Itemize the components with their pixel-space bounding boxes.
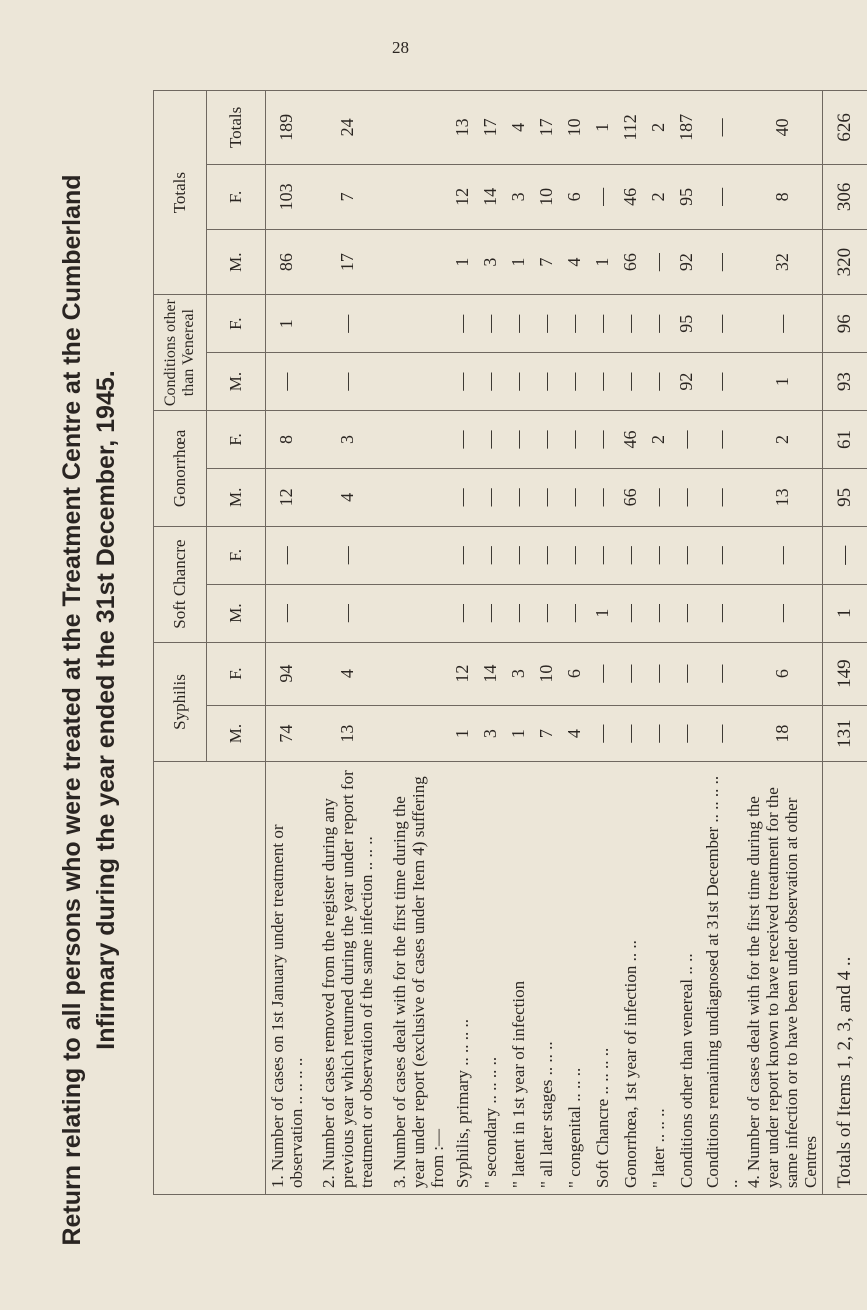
cell-value: — xyxy=(617,353,645,411)
cell-value: 95 xyxy=(673,295,701,353)
cell-value: — xyxy=(477,468,505,526)
cell-value: — xyxy=(505,295,533,353)
cell-value: — xyxy=(533,526,561,584)
cell-value: — xyxy=(743,526,823,584)
row-label: 4. Number of cases dealt with for the first time during the year under report known to have received treatment for the same infection or to have been under observation at other Centres xyxy=(743,762,823,1195)
total-value: 320 xyxy=(823,230,867,295)
table-body xyxy=(266,91,867,1195)
cell-value: 46 xyxy=(617,411,645,469)
cell-value: 3 xyxy=(505,164,533,229)
cell-value: 2 xyxy=(743,411,823,469)
table-row xyxy=(449,91,477,1195)
cell-value: 74 xyxy=(266,705,308,762)
description-header xyxy=(154,762,266,1195)
row-label: " congenital .. .. .. xyxy=(561,762,589,1195)
cell-value: 94 xyxy=(266,642,308,705)
cell-value: — xyxy=(645,584,673,642)
group-header-soft-chancre: Soft Chancre xyxy=(154,526,207,642)
cell-value: 4 xyxy=(505,91,533,165)
cell-value: — xyxy=(617,526,645,584)
return-table xyxy=(153,90,867,1195)
cell-value: — xyxy=(505,526,533,584)
cell-value: 7 xyxy=(533,230,561,295)
cell-value: — xyxy=(673,468,701,526)
row-label: Soft Chancre .. .. .. .. xyxy=(589,762,617,1195)
cell-value: 3 xyxy=(308,411,388,469)
cell-value: — xyxy=(701,164,743,229)
cell-value: 86 xyxy=(266,230,308,295)
cell-value: 4 xyxy=(308,642,388,705)
sub-header: M. xyxy=(207,230,266,295)
cell-value: — xyxy=(533,584,561,642)
cell-value: — xyxy=(308,526,388,584)
total-value: 626 xyxy=(823,91,867,165)
table-row xyxy=(589,91,617,1195)
cell-value xyxy=(388,230,449,295)
total-value: 1 xyxy=(823,584,867,642)
cell-value: — xyxy=(701,91,743,165)
cell-value: 10 xyxy=(561,91,589,165)
totals-label: Totals of Items 1, 2, 3, and 4 .. xyxy=(823,762,867,1195)
cell-value: — xyxy=(743,584,823,642)
cell-value xyxy=(388,164,449,229)
cell-value: 4 xyxy=(561,230,589,295)
cell-value: — xyxy=(673,584,701,642)
cell-value: — xyxy=(449,295,477,353)
cell-value: — xyxy=(701,705,743,762)
cell-value: 2 xyxy=(645,164,673,229)
table-row xyxy=(561,91,589,1195)
cell-value: — xyxy=(505,468,533,526)
cell-value: 112 xyxy=(617,91,645,165)
cell-value: 6 xyxy=(743,642,823,705)
cell-value: — xyxy=(561,353,589,411)
sub-header: F. xyxy=(207,164,266,229)
cell-value: — xyxy=(589,353,617,411)
table-row xyxy=(533,91,561,1195)
table-row xyxy=(673,91,701,1195)
cell-value: — xyxy=(561,411,589,469)
cell-value: — xyxy=(533,468,561,526)
row-label: 1. Number of cases on 1st January under treatment or observation .. .. .. .. xyxy=(266,762,308,1195)
cell-value: — xyxy=(589,411,617,469)
cell-value: — xyxy=(533,295,561,353)
cell-value: 1 xyxy=(449,705,477,762)
cell-value: — xyxy=(449,411,477,469)
cell-value: 1 xyxy=(449,230,477,295)
cell-value: — xyxy=(589,295,617,353)
sub-header: M. xyxy=(207,353,266,411)
sub-header: M. xyxy=(207,468,266,526)
cell-value: 17 xyxy=(308,230,388,295)
cell-value: 1 xyxy=(505,705,533,762)
group-header-syphilis: Syphilis xyxy=(154,642,207,762)
cell-value: 6 xyxy=(561,642,589,705)
cell-value: — xyxy=(505,584,533,642)
cell-value: 66 xyxy=(617,468,645,526)
cell-value: 2 xyxy=(645,411,673,469)
cell-value: 12 xyxy=(266,468,308,526)
sub-header: M. xyxy=(207,584,266,642)
sub-header: F. xyxy=(207,526,266,584)
cell-value: — xyxy=(701,411,743,469)
cell-value: 95 xyxy=(673,164,701,229)
group-header-gonorrhoea: Gonorrhœa xyxy=(154,411,207,527)
cell-value: 189 xyxy=(266,91,308,165)
cell-value: 13 xyxy=(449,91,477,165)
cell-value: 8 xyxy=(266,411,308,469)
cell-value xyxy=(388,584,449,642)
cell-value: 10 xyxy=(533,642,561,705)
sub-header: F. xyxy=(207,642,266,705)
cell-value: 92 xyxy=(673,353,701,411)
cell-value: 3 xyxy=(477,230,505,295)
total-value: 93 xyxy=(823,353,867,411)
cell-value: — xyxy=(589,705,617,762)
table-row xyxy=(743,91,823,1195)
cell-value: — xyxy=(561,584,589,642)
cell-value: 46 xyxy=(617,164,645,229)
cell-value: — xyxy=(308,353,388,411)
cell-value: 12 xyxy=(449,164,477,229)
cell-value: 14 xyxy=(477,642,505,705)
cell-value: — xyxy=(701,353,743,411)
cell-value: — xyxy=(701,295,743,353)
table-row xyxy=(505,91,533,1195)
totals-row xyxy=(823,91,867,1195)
cell-value xyxy=(388,353,449,411)
cell-value: 1 xyxy=(266,295,308,353)
table-row xyxy=(266,91,308,1195)
cell-value xyxy=(388,642,449,705)
row-label: " latent in 1st year of infection xyxy=(505,762,533,1195)
cell-value: 1 xyxy=(589,230,617,295)
cell-value: 3 xyxy=(477,705,505,762)
page-title: Return relating to all persons who were treated at the Treatment Centre at the Cumberland Infirmary during the year ended the 31st December, 1945. xyxy=(58,174,120,1246)
cell-value: 13 xyxy=(308,705,388,762)
cell-value: — xyxy=(533,353,561,411)
cell-value: — xyxy=(673,642,701,705)
cell-value: 40 xyxy=(743,91,823,165)
cell-value: — xyxy=(589,642,617,705)
cell-value xyxy=(388,295,449,353)
sub-header: Totals xyxy=(207,91,266,165)
cell-value: — xyxy=(701,468,743,526)
cell-value: 17 xyxy=(533,91,561,165)
page-number: 28 xyxy=(392,38,409,57)
total-value: 96 xyxy=(823,295,867,353)
cell-value: 13 xyxy=(743,468,823,526)
cell-value: 187 xyxy=(673,91,701,165)
cell-value: — xyxy=(617,295,645,353)
cell-value: — xyxy=(645,353,673,411)
cell-value xyxy=(388,526,449,584)
cell-value: 3 xyxy=(505,642,533,705)
row-label: " all later stages .. .. .. xyxy=(533,762,561,1195)
table-row xyxy=(388,91,449,1195)
cell-value: — xyxy=(449,353,477,411)
total-value: 149 xyxy=(823,642,867,705)
cell-value: 10 xyxy=(533,164,561,229)
sub-header: F. xyxy=(207,411,266,469)
cell-value xyxy=(388,705,449,762)
cell-value: — xyxy=(673,411,701,469)
cell-value: — xyxy=(589,468,617,526)
cell-value: — xyxy=(645,642,673,705)
cell-value: — xyxy=(673,526,701,584)
cell-value: — xyxy=(477,584,505,642)
cell-value: 92 xyxy=(673,230,701,295)
cell-value: — xyxy=(533,411,561,469)
cell-value: — xyxy=(561,468,589,526)
cell-value: — xyxy=(266,353,308,411)
cell-value: 12 xyxy=(449,642,477,705)
cell-value: 1 xyxy=(589,91,617,165)
cell-value: — xyxy=(505,353,533,411)
cell-value: — xyxy=(266,526,308,584)
cell-value: — xyxy=(308,295,388,353)
row-label: 2. Number of cases removed from the register during any previous year which returned during the year under report for treatment or observation of the same infection .. .. .. xyxy=(308,762,388,1195)
row-label: Conditions remaining undiagnosed at 31st December .. .. .. .. .. xyxy=(701,762,743,1195)
cell-value: — xyxy=(617,705,645,762)
row-label: Conditions other than venereal .. .. xyxy=(673,762,701,1195)
cell-value: — xyxy=(617,642,645,705)
cell-value: — xyxy=(701,230,743,295)
cell-value: — xyxy=(505,411,533,469)
cell-value: 32 xyxy=(743,230,823,295)
cell-value: 17 xyxy=(477,91,505,165)
cell-value: 2 xyxy=(645,91,673,165)
cell-value: — xyxy=(561,295,589,353)
row-label: Gonorrhœa, 1st year of infection .. .. xyxy=(617,762,645,1195)
cell-value: 24 xyxy=(308,91,388,165)
cell-value: — xyxy=(617,584,645,642)
table-row xyxy=(308,91,388,1195)
cell-value: 18 xyxy=(743,705,823,762)
table-row xyxy=(701,91,743,1195)
cell-value xyxy=(388,468,449,526)
table-row xyxy=(645,91,673,1195)
total-value: 306 xyxy=(823,164,867,229)
group-header-totals: Totals xyxy=(154,91,207,295)
cell-value: 6 xyxy=(561,164,589,229)
cell-value xyxy=(388,91,449,165)
cell-value: — xyxy=(645,705,673,762)
cell-value: 1 xyxy=(589,584,617,642)
cell-value: — xyxy=(589,164,617,229)
table-row xyxy=(617,91,645,1195)
row-label: 3. Number of cases dealt with for the first time during the year under report (exclusive of cases under Item 4) suffering from :— xyxy=(388,762,449,1195)
cell-value: — xyxy=(266,584,308,642)
row-label: " later .. .. .. xyxy=(645,762,673,1195)
cell-value: — xyxy=(449,468,477,526)
group-header-other-conditions: Conditions other than Venereal xyxy=(154,295,207,411)
cell-value: — xyxy=(477,295,505,353)
cell-value: — xyxy=(701,642,743,705)
total-value: 131 xyxy=(823,705,867,762)
cell-value: — xyxy=(477,526,505,584)
cell-value: 1 xyxy=(743,353,823,411)
cell-value: — xyxy=(561,526,589,584)
cell-value: 66 xyxy=(617,230,645,295)
cell-value: 7 xyxy=(533,705,561,762)
return-table-container xyxy=(153,90,855,1195)
cell-value: — xyxy=(701,526,743,584)
row-label: " secondary .. .. .. .. xyxy=(477,762,505,1195)
cell-value: 1 xyxy=(505,230,533,295)
cell-value: — xyxy=(645,295,673,353)
cell-value: — xyxy=(673,705,701,762)
sub-header: F. xyxy=(207,295,266,353)
cell-value: 7 xyxy=(308,164,388,229)
cell-value: — xyxy=(589,526,617,584)
cell-value: 4 xyxy=(308,468,388,526)
sub-header: M. xyxy=(207,705,266,762)
cell-value: — xyxy=(743,295,823,353)
cell-value: — xyxy=(449,584,477,642)
cell-value: 4 xyxy=(561,705,589,762)
cell-value: — xyxy=(477,353,505,411)
cell-value: — xyxy=(701,584,743,642)
cell-value xyxy=(388,411,449,469)
cell-value: — xyxy=(477,411,505,469)
total-value: 61 xyxy=(823,411,867,469)
cell-value: — xyxy=(645,526,673,584)
row-label: Syphilis, primary .. .. .. .. xyxy=(449,762,477,1195)
total-value: 95 xyxy=(823,468,867,526)
cell-value: 8 xyxy=(743,164,823,229)
cell-value: — xyxy=(308,584,388,642)
cell-value: — xyxy=(645,468,673,526)
cell-value: 14 xyxy=(477,164,505,229)
table-row xyxy=(477,91,505,1195)
cell-value: — xyxy=(449,526,477,584)
total-value: — xyxy=(823,526,867,584)
cell-value: 103 xyxy=(266,164,308,229)
cell-value: — xyxy=(645,230,673,295)
